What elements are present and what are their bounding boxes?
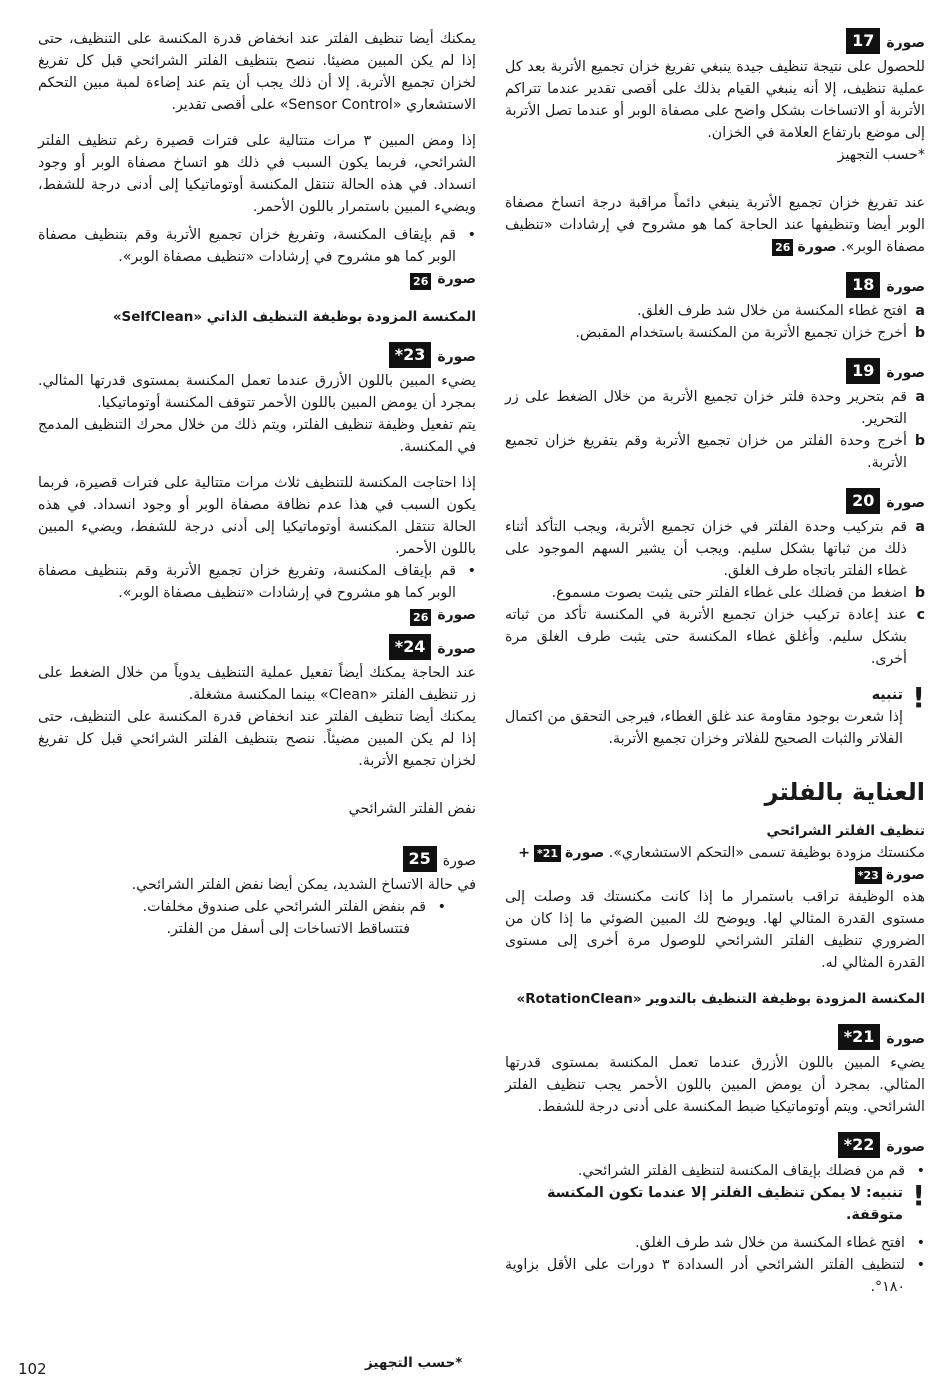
step-text: عند إعادة تركيب خزان تجميع الأتربة في المكنسة تأكد من ثباته بشكل سليم. وأغلق غطاء المكنسة حتى يثبت طرف الغلق مرة أخرى. bbox=[505, 607, 907, 667]
step-text: أخرج وحدة الفلتر من خزان تجميع الأتربة وقم بتفريغ خزان تجميع الأتربة. bbox=[505, 433, 907, 471]
subheading: المكنسة المزودة بوظيفة التنظيف بالتدوير «RotationClean» bbox=[516, 991, 925, 1007]
figure-label: صورة bbox=[886, 365, 925, 381]
step-item bbox=[505, 322, 925, 344]
step-marker: b bbox=[914, 585, 925, 601]
figure-label: صورة bbox=[886, 35, 925, 51]
inline-figure-ref bbox=[772, 236, 836, 258]
step-text: قم بتركيب وحدة الفلتر في خزان تجميع الأتربة، ويجب التأكد أثناء ذلك من ثباتها بشكل سليم. ويجب أن يشير السهم الموجود على غطاء الفلتر باتجاه طرف الغلق. bbox=[505, 519, 907, 579]
figure-number: 23* bbox=[855, 867, 882, 884]
paragraph: إذا احتاجت المكنسة للتنظيف ثلاث مرات متتالية على فترات قصيرة، فربما يكون السبب في هذا عدم نظافة مصفاة الوبر أو وجود انسداد. في هذه الحالة تنتقل المكنسة أوتوماتيكيا إلى أدنى درجة للشفط، ويضيء المبين باللون الأحمر. bbox=[38, 475, 476, 557]
figure-number: 26 bbox=[410, 609, 431, 626]
figure-ref-24 bbox=[38, 634, 476, 660]
step-item bbox=[505, 430, 925, 474]
figure-label: صورة bbox=[437, 349, 476, 365]
paragraph: في حالة الاتساخ الشديد، يمكن أيضا نفض الفلتر الشرائحي. bbox=[131, 877, 476, 893]
step-marker: a bbox=[915, 519, 925, 535]
step-text: اضغط من فضلك على غطاء الفلتر حتى يثبت بصوت مسموع. bbox=[551, 585, 907, 601]
bullet-item bbox=[38, 896, 476, 918]
figure-number: 19 bbox=[846, 358, 880, 384]
figure-label: صورة bbox=[886, 495, 925, 511]
bullet-text: قم بإيقاف المكنسة، وتفريغ خزان تجميع الأتربة وقم بتنظيف مصفاة الوبر كما هو مشروح في إرشادات «تنظيف مصفاة الوبر». bbox=[38, 227, 456, 265]
paragraph: للحصول على نتيجة تنظيف جيدة ينبغي تفريغ خزان تجميع الأتربة بعد كل عملية تنظيف، إلا أنه ينبغي القيام بذلك على أقصى تقدير عندما تتراكم الأتربة أو الاتساخات بشكل واضح على مصفاة الوبر أو عندما تصل الأتربة إلى موضع بارتفاع العلامة في الخزان. bbox=[505, 59, 925, 141]
figure-ref-26 bbox=[38, 268, 476, 290]
figure-label: صورة bbox=[442, 853, 476, 869]
warning-icon: ! bbox=[912, 681, 925, 714]
bullet-text: افتح غطاء المكنسة من خلال شد طرف الغلق. bbox=[635, 1235, 905, 1251]
subheading-plain: نفض الفلتر الشرائحي bbox=[348, 801, 476, 817]
figure-number: 24* bbox=[389, 634, 432, 660]
bullet-text: قم بإيقاف المكنسة، وتفريغ خزان تجميع الأتربة وقم بتنظيف مصفاة الوبر كما هو مشروح في إرشادات «تنظيف مصفاة الوبر». bbox=[38, 563, 456, 601]
paragraph: يتم تفعيل وظيفة تنظيف الفلتر، ويتم ذلك من خلال محرك التنظيف المدمج في المكنسة. bbox=[38, 417, 476, 455]
bullet-item bbox=[38, 560, 476, 604]
paragraph bbox=[505, 192, 925, 258]
bullet-dot: • bbox=[467, 563, 476, 579]
figure-ref-21 bbox=[505, 1024, 925, 1050]
figure-label: صورة bbox=[886, 1031, 925, 1047]
step-item bbox=[505, 516, 925, 582]
bullet-dot: • bbox=[916, 1257, 925, 1273]
figure-number: 18 bbox=[846, 272, 880, 298]
step-marker: a bbox=[915, 303, 925, 319]
figure-ref-17 bbox=[505, 28, 925, 54]
paragraph: عند الحاجة يمكنك أيضاً تفعيل عملية التنظيف يدوياً من خلال الضغط على زر تنظيف الفلتر «Clean» بينما المكنسة مشغلة. bbox=[38, 665, 476, 703]
figure-label: صورة bbox=[886, 1139, 925, 1155]
paragraph-text: مكنستك مزودة بوظيفة تسمى «التحكم الاستشعاري». bbox=[608, 845, 925, 861]
step-item bbox=[505, 604, 925, 670]
paragraph-text: عند تفريغ خزان تجميع الأتربة ينبغي دائماً مراقبة درجة اتساخ مصفاة الوبر أيضا وتنظيفها عند الحاجة كما هو مشروح في إرشادات «تنظيف مصفاة الوبر». bbox=[505, 195, 925, 255]
right-column bbox=[505, 28, 925, 1298]
bullet-item bbox=[38, 224, 476, 268]
bullet-item bbox=[505, 1232, 925, 1254]
inline-figure-ref bbox=[518, 842, 604, 864]
bullet-item bbox=[505, 1160, 925, 1182]
figure-ref-19 bbox=[505, 358, 925, 384]
caution-text: إذا شعرت بوجود مقاومة عند غلق الغطاء، فيرجى التحقق من اكتمال الفلاتر والثبات الصحيح للفلاتر وخزان تجميع الأتربة. bbox=[505, 709, 903, 747]
step-item bbox=[505, 386, 925, 430]
figure-label: صورة bbox=[885, 867, 925, 883]
step-text: قم بتحرير وحدة فلتر خزان تجميع الأتربة من خلال الضغط على زر التحرير. bbox=[505, 389, 907, 427]
bullet-text: لتنظيف الفلتر الشرائحي أدر السدادة ٣ دورات على الأقل بزاوية ١٨٠°. bbox=[505, 1257, 905, 1295]
paragraph: يمكنك أيضا تنظيف الفلتر عند انخفاض قدرة المكنسة على التنظيف، حتى إذا لم يكن المبين مضيئا. ننصح بتنظيف الفلتر الشرائحي قبل كل تفريغ لخزان تجميع الأتربة. إلا أن ذلك يجب أن يتم عند إضاءة لمبة مبين التحكم الاستشعاري «Sensor Control» على أقصى تقدير. bbox=[38, 31, 476, 113]
bullet-dot: • bbox=[916, 1235, 925, 1251]
left-column bbox=[38, 28, 476, 940]
plus-sign: + bbox=[518, 845, 530, 861]
step-text: افتح غطاء المكنسة من خلال شد طرف الغلق. bbox=[637, 303, 907, 319]
figure-label: صورة bbox=[437, 607, 476, 623]
figure-ref-22 bbox=[505, 1132, 925, 1158]
step-marker: c bbox=[916, 607, 925, 623]
figure-label: صورة bbox=[886, 279, 925, 295]
caution-note bbox=[505, 1179, 925, 1226]
bullet-text: قم بنفض الفلتر الشرائحي على صندوق مخلفات. bbox=[142, 899, 426, 915]
figure-number: 25 bbox=[403, 846, 437, 872]
step-item bbox=[505, 582, 925, 604]
caution-text: تنبيه: لا يمكن تنظيف الفلتر إلا عندما تكون المكنسة متوقفة. bbox=[547, 1185, 903, 1223]
paragraph: يضيء المبين باللون الأزرق عندما تعمل المكنسة بمستوى قدرتها المثالي. بمجرد أن يومض المبين باللون الأحمر تتوقف المكنسة أوتوماتيكيا. bbox=[38, 373, 476, 411]
bullet-item bbox=[505, 1254, 925, 1298]
subheading: المكنسة المزودة بوظيفة التنظيف الذاتي «SelfClean» bbox=[112, 309, 476, 325]
paragraph bbox=[505, 842, 925, 864]
warning-icon: ! bbox=[912, 1179, 925, 1212]
equipment-note: *حسب التجهيز bbox=[837, 147, 925, 163]
bullet-text: قم من فضلك بإيقاف المكنسة لتنظيف الفلتر الشرائحي. bbox=[577, 1163, 905, 1179]
figure-number: 26 bbox=[772, 239, 793, 256]
bullet-continuation: فتتساقط الاتساخات إلى أسفل من الفلتر. bbox=[166, 921, 410, 937]
paragraph: إذا ومض المبين ٣ مرات متتالية على فترات قصيرة رغم تنظيف الفلتر الشرائحي، فربما يكون السبب في ذلك هو اتساخ مصفاة الوبر أو وجود انسداد. في هذه الحالة تنتقل المكنسة أوتوماتيكيا إلى أدنى درجة للشفط، ويضيء المبين باستمرار باللون الأحمر. bbox=[38, 133, 476, 215]
figure-ref-18 bbox=[505, 272, 925, 298]
figure-label: صورة bbox=[437, 641, 476, 657]
bullet-dot: • bbox=[437, 899, 446, 915]
paragraph: يضيء المبين باللون الأزرق عندما تعمل المكنسة بمستوى قدرتها المثالي. بمجرد أن يومض المبين باللون الأحمر يجب تنظيف الفلتر الشرائحي. ويتم أوتوماتيكيا ضبط المكنسة على أدنى درجة للشفط. bbox=[505, 1055, 925, 1115]
paragraph: هذه الوظيفة تراقب باستمرار ما إذا كانت مكنستك قد وصلت إلى مستوى القدرة المثالي لها. ويوضح لك المبين الضوئي ما إذا كان من الضروري تنظيف الفلتر الشرائحي للوصول مرة أخرى إلى مستوى القدرة المثالي له. bbox=[505, 889, 925, 971]
caution-note bbox=[505, 681, 925, 750]
paragraph: يمكنك أيضا تنظيف الفلتر عند انخفاض قدرة المكنسة على التنظيف، حتى إذا لم يكن المبين مضيئاً. ننصح بتنظيف الفلتر الشرائحي قبل كل تفريغ لخزان تجميع الأتربة. bbox=[38, 709, 476, 769]
figure-ref-25 bbox=[38, 846, 476, 872]
figure-number: 20 bbox=[846, 488, 880, 514]
step-text: أخرج خزان تجميع الأتربة من المكنسة باستخدام المقبض. bbox=[575, 325, 907, 341]
step-marker: a bbox=[915, 389, 925, 405]
section-heading: العناية بالفلتر bbox=[764, 778, 925, 806]
figure-number: 22* bbox=[838, 1132, 881, 1158]
step-marker: b bbox=[914, 433, 925, 449]
bullet-dot: • bbox=[916, 1163, 925, 1179]
footer-equipment-note: *حسب التجهيز bbox=[365, 1355, 463, 1371]
subheading: تنظيف الفلتر الشرائحي bbox=[766, 823, 925, 839]
figure-number: 21* bbox=[838, 1024, 881, 1050]
bullet-dot: • bbox=[467, 227, 476, 243]
page-number: 102 bbox=[18, 1360, 47, 1378]
caution-heading: تنبيه bbox=[871, 687, 903, 703]
figure-number: 26 bbox=[410, 273, 431, 290]
inline-figure-ref bbox=[855, 864, 925, 886]
figure-label: صورة bbox=[565, 845, 605, 861]
figure-number: 23* bbox=[389, 342, 432, 368]
figure-label: صورة bbox=[437, 271, 476, 287]
figure-number: 17 bbox=[846, 28, 880, 54]
figure-ref-23 bbox=[38, 342, 476, 368]
figure-ref-20 bbox=[505, 488, 925, 514]
figure-number: 21* bbox=[534, 845, 561, 862]
step-item bbox=[505, 300, 925, 322]
figure-ref-26 bbox=[38, 604, 476, 626]
figure-label: صورة bbox=[797, 239, 837, 255]
step-marker: b bbox=[914, 325, 925, 341]
